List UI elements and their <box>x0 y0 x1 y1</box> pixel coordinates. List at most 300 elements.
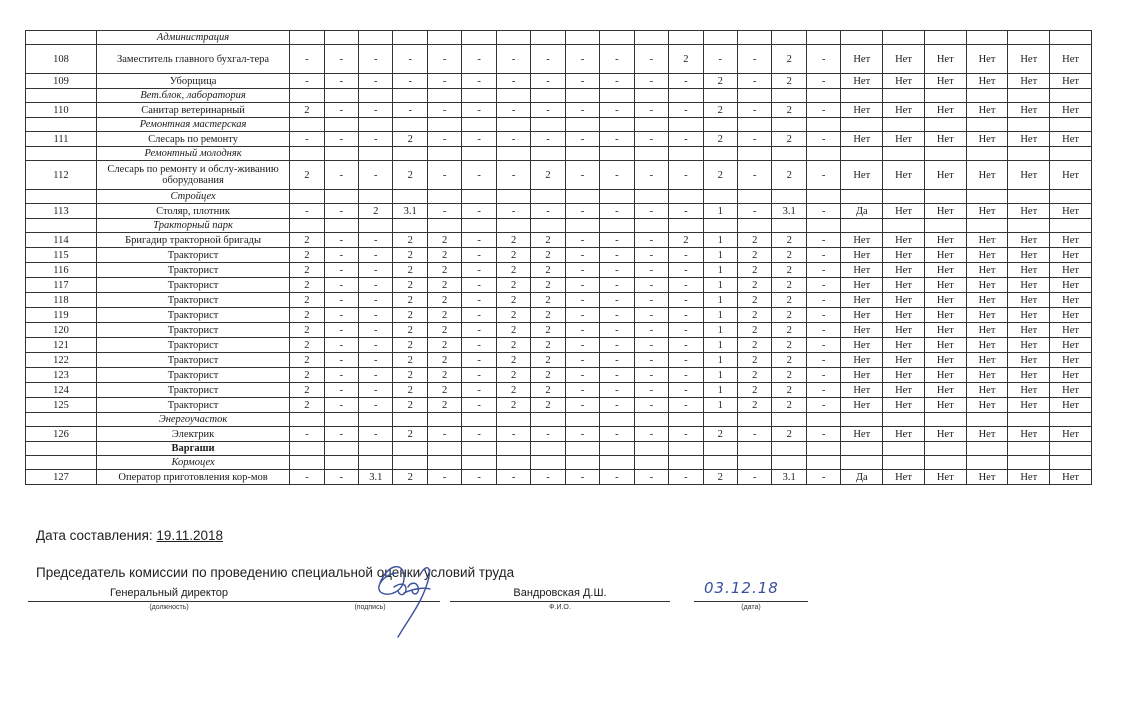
value-cell: 2 <box>290 278 324 293</box>
fullname-caption: Ф.И.О. <box>549 604 571 611</box>
value-cell: - <box>634 383 668 398</box>
section-num-cell <box>26 442 97 456</box>
section-empty-cell <box>600 219 634 233</box>
section-empty-cell <box>1008 118 1050 132</box>
value-cell: 1 <box>703 383 737 398</box>
value-cell: - <box>738 427 772 442</box>
job-title: Тракторист <box>96 383 289 398</box>
value-cell: - <box>359 323 393 338</box>
section-empty-cell <box>841 442 883 456</box>
section-empty-cell <box>924 190 966 204</box>
section-num-cell <box>26 31 97 45</box>
row-number: 127 <box>26 470 97 485</box>
value-cell: - <box>565 233 599 248</box>
value-cell: - <box>427 103 461 118</box>
section-empty-cell <box>738 413 772 427</box>
section-empty-cell <box>841 89 883 103</box>
section-empty-cell <box>924 147 966 161</box>
value-cell: - <box>565 204 599 219</box>
section-empty-cell <box>738 118 772 132</box>
section-empty-cell <box>966 456 1008 470</box>
section-empty-cell <box>290 147 324 161</box>
value-cell: Нет <box>1050 263 1092 278</box>
handwritten-date: 03.12.18 <box>704 579 779 597</box>
value-cell: - <box>806 353 840 368</box>
section-empty-cell <box>359 442 393 456</box>
value-cell: - <box>600 293 634 308</box>
section-empty-cell <box>324 89 358 103</box>
value-cell: - <box>462 368 496 383</box>
value-cell: - <box>359 308 393 323</box>
section-empty-cell <box>883 190 925 204</box>
value-cell: Нет <box>966 132 1008 147</box>
value-cell: Нет <box>883 338 925 353</box>
value-cell: - <box>290 427 324 442</box>
section-label: Стройцех <box>96 190 289 204</box>
value-cell: Нет <box>966 398 1008 413</box>
section-empty-cell <box>531 456 565 470</box>
value-cell: Нет <box>924 248 966 263</box>
value-cell: Нет <box>883 161 925 190</box>
section-empty-cell <box>966 442 1008 456</box>
section-empty-cell <box>772 219 806 233</box>
value-cell: - <box>324 161 358 190</box>
value-cell: - <box>669 308 703 323</box>
value-cell: 2 <box>738 308 772 323</box>
value-cell: - <box>496 103 530 118</box>
job-title: Заместитель главного бухгал-тера <box>96 45 289 74</box>
value-cell: - <box>290 470 324 485</box>
job-title: Тракторист <box>96 323 289 338</box>
value-cell: - <box>634 233 668 248</box>
section-empty-cell <box>600 147 634 161</box>
value-cell: Нет <box>883 204 925 219</box>
value-cell: Нет <box>1050 45 1092 74</box>
value-cell: 2 <box>496 368 530 383</box>
section-row <box>26 89 1092 103</box>
value-cell: - <box>324 368 358 383</box>
value-cell: Нет <box>924 204 966 219</box>
value-cell: 2 <box>738 278 772 293</box>
value-cell: - <box>669 368 703 383</box>
value-cell: - <box>634 308 668 323</box>
value-cell: 2 <box>393 398 427 413</box>
value-cell: - <box>669 338 703 353</box>
value-cell: - <box>531 74 565 89</box>
value-cell: - <box>427 45 461 74</box>
section-empty-cell <box>669 118 703 132</box>
job-title: Тракторист <box>96 293 289 308</box>
value-cell: - <box>634 248 668 263</box>
value-cell: - <box>634 278 668 293</box>
table-row <box>26 383 1092 398</box>
job-title: Тракторист <box>96 368 289 383</box>
job-title: Тракторист <box>96 278 289 293</box>
value-cell: - <box>806 74 840 89</box>
value-cell: 2 <box>427 383 461 398</box>
section-empty-cell <box>290 413 324 427</box>
date-value: 19.11.2018 <box>156 528 223 543</box>
value-cell: - <box>324 74 358 89</box>
table-row <box>26 368 1092 383</box>
value-cell: - <box>634 132 668 147</box>
section-empty-cell <box>772 89 806 103</box>
value-cell: Нет <box>841 368 883 383</box>
section-empty-cell <box>324 456 358 470</box>
section-empty-cell <box>703 190 737 204</box>
value-cell: - <box>565 470 599 485</box>
value-cell: Да <box>841 470 883 485</box>
value-cell: Нет <box>924 263 966 278</box>
value-cell: Нет <box>1008 353 1050 368</box>
value-cell: 2 <box>738 293 772 308</box>
value-cell: - <box>738 45 772 74</box>
value-cell: - <box>427 204 461 219</box>
row-number: 120 <box>26 323 97 338</box>
value-cell: - <box>738 74 772 89</box>
value-cell: - <box>462 383 496 398</box>
value-cell: - <box>669 132 703 147</box>
value-cell: 2 <box>290 398 324 413</box>
value-cell: 2 <box>772 383 806 398</box>
value-cell: - <box>565 398 599 413</box>
value-cell: - <box>359 398 393 413</box>
value-cell: - <box>496 427 530 442</box>
value-cell: Нет <box>841 45 883 74</box>
value-cell: 1 <box>703 263 737 278</box>
section-empty-cell <box>841 219 883 233</box>
value-cell: - <box>806 383 840 398</box>
section-empty-cell <box>531 118 565 132</box>
section-empty-cell <box>1008 31 1050 45</box>
value-cell: 2 <box>359 204 393 219</box>
value-cell: Нет <box>966 74 1008 89</box>
section-empty-cell <box>806 89 840 103</box>
value-cell: - <box>359 427 393 442</box>
value-cell: 1 <box>703 233 737 248</box>
value-cell: Нет <box>841 383 883 398</box>
section-empty-cell <box>359 219 393 233</box>
value-cell: 2 <box>427 353 461 368</box>
section-empty-cell <box>1050 89 1092 103</box>
value-cell: Нет <box>1008 204 1050 219</box>
value-cell: 2 <box>738 338 772 353</box>
value-cell: 2 <box>290 308 324 323</box>
value-cell: Нет <box>883 353 925 368</box>
table-row <box>26 353 1092 368</box>
value-cell: - <box>427 161 461 190</box>
value-cell: - <box>669 263 703 278</box>
value-cell: - <box>496 45 530 74</box>
value-cell: - <box>393 103 427 118</box>
fullname-field: Вандровская Д.Ш. <box>450 586 670 602</box>
value-cell: 2 <box>669 45 703 74</box>
value-cell: 2 <box>772 293 806 308</box>
value-cell: 2 <box>496 248 530 263</box>
signature-caption: (подпись) <box>354 604 386 611</box>
date-label: Дата составления: <box>36 528 153 543</box>
section-empty-cell <box>841 190 883 204</box>
value-cell: - <box>806 161 840 190</box>
row-number: 108 <box>26 45 97 74</box>
value-cell: 2 <box>427 323 461 338</box>
value-cell: 1 <box>703 398 737 413</box>
section-empty-cell <box>600 456 634 470</box>
section-empty-cell <box>565 442 599 456</box>
table-row <box>26 293 1092 308</box>
value-cell: Нет <box>841 427 883 442</box>
value-cell: - <box>806 323 840 338</box>
value-cell: 2 <box>496 278 530 293</box>
value-cell: 2 <box>290 103 324 118</box>
section-label: Кормоцех <box>96 456 289 470</box>
value-cell: Нет <box>1008 233 1050 248</box>
section-empty-cell <box>806 118 840 132</box>
section-empty-cell <box>462 413 496 427</box>
value-cell: 2 <box>531 263 565 278</box>
value-cell: 2 <box>393 308 427 323</box>
section-empty-cell <box>966 190 1008 204</box>
section-empty-cell <box>806 190 840 204</box>
section-empty-cell <box>393 118 427 132</box>
value-cell: - <box>806 470 840 485</box>
row-number: 113 <box>26 204 97 219</box>
value-cell: - <box>462 45 496 74</box>
position-caption: (должность) <box>149 604 189 611</box>
value-cell: Нет <box>924 132 966 147</box>
value-cell: 2 <box>531 323 565 338</box>
value-cell: - <box>531 204 565 219</box>
value-cell: Нет <box>883 263 925 278</box>
section-empty-cell <box>669 442 703 456</box>
section-empty-cell <box>1008 442 1050 456</box>
value-cell: - <box>738 204 772 219</box>
value-cell: 3.1 <box>359 470 393 485</box>
value-cell: - <box>669 74 703 89</box>
value-cell: Нет <box>1008 383 1050 398</box>
section-empty-cell <box>772 456 806 470</box>
value-cell: Нет <box>924 427 966 442</box>
section-empty-cell <box>772 413 806 427</box>
value-cell: Нет <box>924 338 966 353</box>
section-empty-cell <box>1008 219 1050 233</box>
value-cell: Нет <box>1008 368 1050 383</box>
section-empty-cell <box>924 456 966 470</box>
job-title: Оператор приготовления кор-мов <box>96 470 289 485</box>
value-cell: 2 <box>393 427 427 442</box>
value-cell: 2 <box>772 103 806 118</box>
value-cell: - <box>462 293 496 308</box>
section-empty-cell <box>1050 442 1092 456</box>
section-empty-cell <box>703 118 737 132</box>
section-num-cell <box>26 456 97 470</box>
value-cell: - <box>634 398 668 413</box>
chairman-label: Председатель комиссии по проведению специальной оценки условий труда <box>36 565 515 580</box>
value-cell: - <box>359 45 393 74</box>
value-cell: - <box>531 470 565 485</box>
value-cell: - <box>565 338 599 353</box>
row-number: 116 <box>26 263 97 278</box>
section-empty-cell <box>634 31 668 45</box>
value-cell: - <box>806 308 840 323</box>
value-cell: Нет <box>1050 470 1092 485</box>
value-cell: - <box>634 161 668 190</box>
table-row <box>26 132 1092 147</box>
section-empty-cell <box>924 219 966 233</box>
section-num-cell <box>26 89 97 103</box>
value-cell: Нет <box>924 278 966 293</box>
section-empty-cell <box>703 413 737 427</box>
value-cell: - <box>634 338 668 353</box>
value-cell: Нет <box>1008 293 1050 308</box>
value-cell: 2 <box>531 248 565 263</box>
value-cell: Нет <box>1050 278 1092 293</box>
value-cell: - <box>738 103 772 118</box>
value-cell: Нет <box>883 470 925 485</box>
value-cell: - <box>600 398 634 413</box>
row-number: 112 <box>26 161 97 190</box>
value-cell: - <box>669 248 703 263</box>
table-row <box>26 204 1092 219</box>
value-cell: 2 <box>427 278 461 293</box>
value-cell: Нет <box>1050 161 1092 190</box>
job-title: Столяр, плотник <box>96 204 289 219</box>
date-caption: (дата) <box>741 604 761 611</box>
value-cell: 2 <box>427 248 461 263</box>
section-empty-cell <box>1050 31 1092 45</box>
section-empty-cell <box>966 31 1008 45</box>
date-line <box>36 528 223 543</box>
value-cell: Да <box>841 204 883 219</box>
value-cell: 2 <box>496 323 530 338</box>
section-empty-cell <box>883 118 925 132</box>
value-cell: Нет <box>883 308 925 323</box>
section-empty-cell <box>393 31 427 45</box>
value-cell: - <box>324 293 358 308</box>
section-empty-cell <box>565 31 599 45</box>
section-empty-cell <box>738 31 772 45</box>
table-row <box>26 398 1092 413</box>
value-cell: - <box>359 368 393 383</box>
value-cell: 2 <box>738 233 772 248</box>
value-cell: Нет <box>1050 383 1092 398</box>
section-empty-cell <box>359 190 393 204</box>
value-cell: - <box>634 45 668 74</box>
section-empty-cell <box>427 147 461 161</box>
section-empty-cell <box>427 219 461 233</box>
value-cell: - <box>324 427 358 442</box>
section-empty-cell <box>772 31 806 45</box>
section-empty-cell <box>496 147 530 161</box>
section-empty-cell <box>290 456 324 470</box>
section-empty-cell <box>427 190 461 204</box>
value-cell: Нет <box>966 293 1008 308</box>
section-empty-cell <box>531 190 565 204</box>
value-cell: 2 <box>738 323 772 338</box>
value-cell: - <box>462 308 496 323</box>
section-empty-cell <box>600 413 634 427</box>
value-cell: - <box>600 278 634 293</box>
section-num-cell <box>26 118 97 132</box>
section-empty-cell <box>841 118 883 132</box>
value-cell: Нет <box>883 278 925 293</box>
value-cell: Нет <box>924 470 966 485</box>
value-cell: Нет <box>1050 248 1092 263</box>
value-cell: Нет <box>924 161 966 190</box>
value-cell: - <box>600 470 634 485</box>
value-cell: 1 <box>703 353 737 368</box>
value-cell: Нет <box>1008 161 1050 190</box>
value-cell: 2 <box>738 263 772 278</box>
value-cell: - <box>806 248 840 263</box>
section-empty-cell <box>841 31 883 45</box>
value-cell: - <box>427 427 461 442</box>
section-empty-cell <box>427 89 461 103</box>
section-empty-cell <box>738 442 772 456</box>
value-cell: - <box>427 132 461 147</box>
value-cell: 2 <box>496 263 530 278</box>
job-title: Санитар ветеринарный <box>96 103 289 118</box>
value-cell: - <box>324 132 358 147</box>
value-cell: 2 <box>703 103 737 118</box>
value-cell: Нет <box>966 278 1008 293</box>
section-empty-cell <box>565 147 599 161</box>
table-row <box>26 427 1092 442</box>
value-cell: - <box>324 323 358 338</box>
value-cell: 1 <box>703 308 737 323</box>
value-cell: - <box>738 132 772 147</box>
section-empty-cell <box>600 190 634 204</box>
value-cell: - <box>806 427 840 442</box>
value-cell: Нет <box>883 398 925 413</box>
section-empty-cell <box>669 456 703 470</box>
section-row <box>26 118 1092 132</box>
value-cell: - <box>359 161 393 190</box>
value-cell: Нет <box>966 308 1008 323</box>
value-cell: Нет <box>1050 398 1092 413</box>
value-cell: - <box>634 323 668 338</box>
table-row <box>26 45 1092 74</box>
section-empty-cell <box>496 89 530 103</box>
value-cell: Нет <box>966 427 1008 442</box>
job-title: Тракторист <box>96 308 289 323</box>
value-cell: - <box>600 161 634 190</box>
value-cell: 2 <box>496 338 530 353</box>
value-cell: - <box>324 45 358 74</box>
section-label: Тракторный парк <box>96 219 289 233</box>
section-empty-cell <box>393 190 427 204</box>
value-cell: - <box>565 323 599 338</box>
value-cell: - <box>565 427 599 442</box>
value-cell: Нет <box>1008 308 1050 323</box>
section-empty-cell <box>841 456 883 470</box>
section-label: Ремонтный молодняк <box>96 147 289 161</box>
value-cell: 1 <box>703 293 737 308</box>
value-cell: - <box>359 74 393 89</box>
value-cell: 2 <box>738 368 772 383</box>
value-cell: 2 <box>393 248 427 263</box>
value-cell: 2 <box>772 74 806 89</box>
value-cell: - <box>462 204 496 219</box>
value-cell: Нет <box>966 161 1008 190</box>
value-cell: Нет <box>924 383 966 398</box>
value-cell: Нет <box>1008 427 1050 442</box>
table-row <box>26 470 1092 485</box>
value-cell: - <box>669 323 703 338</box>
value-cell: - <box>634 74 668 89</box>
value-cell: - <box>393 74 427 89</box>
value-cell: 2 <box>393 323 427 338</box>
